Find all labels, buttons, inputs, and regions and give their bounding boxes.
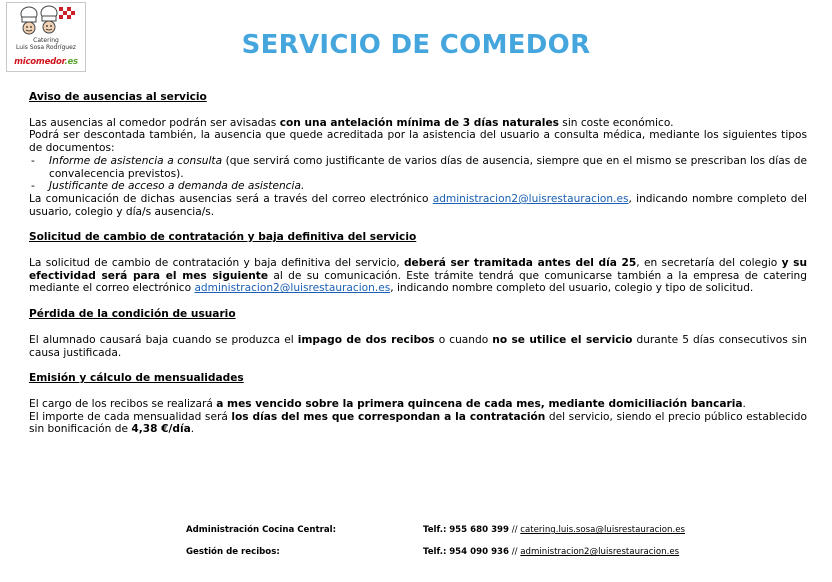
list-item <box>29 180 807 193</box>
italic-text: Justificante de acceso a demanda de asistencia. <box>49 180 305 193</box>
page-title: SERVICIO DE COMEDOR <box>241 30 591 60</box>
section-heading: Aviso de ausencias al servicio <box>29 91 207 103</box>
italic-text: Informe de asistencia a consulta <box>49 154 223 167</box>
email-link[interactable]: administracion2@luisrestauracion.es <box>520 547 680 557</box>
logo-brand-main: micomedor <box>14 57 65 67</box>
text: (que servirá como justificante de varios días de ausencia, siempre que en el mismo se prescriban los días de convalecencia previstos). <box>49 154 807 180</box>
section-heading: Solicitud de cambio de contratación y baja definitiva del servicio <box>29 231 417 244</box>
paragraph <box>29 193 807 218</box>
section-heading: Emisión y cálculo de mensualidades <box>29 372 244 385</box>
price: 4,38 €/día <box>131 423 191 436</box>
paragraph <box>29 411 807 436</box>
text: , en secretaría del colegio <box>636 257 782 270</box>
text: La comunicación de dichas ausencias será a través del correo electrónico <box>29 192 433 205</box>
logo-line-2: Luis Sosa Rodríguez <box>16 44 76 51</box>
footer-row <box>0 546 832 558</box>
section-heading: Pérdida de la condición de usuario <box>29 308 236 321</box>
logo-line-1: Catering <box>33 37 59 44</box>
tel-label: Telf.: <box>423 525 447 535</box>
list-item <box>29 155 807 180</box>
text: La solicitud de cambio de contratación y baja definitiva del servicio, <box>29 257 404 270</box>
footer-contact <box>423 546 679 558</box>
text: , indicando nombre completo del usuario, colegio y tipo de solicitud. <box>390 282 754 295</box>
separator: // <box>511 547 518 557</box>
emphasis: con una antelación mínima de 3 días naturales <box>279 116 559 129</box>
footer-row <box>0 524 832 536</box>
paragraph <box>29 398 807 411</box>
phone-number: 955 680 399 <box>449 525 510 535</box>
email-link[interactable]: administracion2@luisrestauracion.es <box>432 192 629 205</box>
text: al de su comunicación. Este trámite tendrá que comunicarse también a la empresa de catering mediante el correo electrónico <box>29 269 808 295</box>
section-user-loss <box>29 308 807 359</box>
paragraph <box>29 117 807 130</box>
text: o cuando <box>434 333 493 346</box>
phone-number: 954 090 936 <box>449 547 510 557</box>
emphasis: a mes vencido sobre la primera quincena de cada mes, mediante domiciliación bancaria <box>216 397 743 410</box>
text: Las ausencias al comedor podrán ser avisadas <box>29 116 280 129</box>
text: sin coste económico. <box>558 116 674 129</box>
text: . <box>190 423 195 436</box>
paragraph: Podrá ser descontada también, la ausencia que quede acreditada por la asistencia del usuario a consulta médica, mediante los siguientes tipos de documentos: <box>29 129 807 155</box>
paragraph <box>29 257 807 295</box>
emphasis: y su efectividad será para el mes siguiente <box>29 257 807 282</box>
separator: // <box>511 525 518 535</box>
text: El cargo de los recibos se realizará <box>29 397 217 410</box>
text: . <box>742 397 746 410</box>
document-types-list <box>29 155 807 193</box>
emphasis: los días del mes que correspondan a la contratación <box>231 410 546 423</box>
section-billing <box>29 372 807 436</box>
text: El alumnado causará baja cuando se produzca el <box>29 333 298 346</box>
text: El importe de cada mensualidad será <box>29 410 232 423</box>
emphasis: deberá ser tramitada antes del día 25 <box>403 257 637 270</box>
footer-label: Gestión de recibos: <box>186 547 280 557</box>
text: durante 5 días consecutivos sin causa justificada. <box>29 333 807 359</box>
logo-brand-suffix: .es <box>64 57 78 67</box>
text: del servicio, siendo el precio público establecido sin bonificación de <box>29 410 807 436</box>
footer-label: Administración Cocina Central: <box>186 525 337 535</box>
footer-contact <box>423 524 685 536</box>
document-body <box>29 91 807 449</box>
text: , indicando nombre completo del usuario, colegio y día/s ausencia/s. <box>29 192 807 218</box>
email-link[interactable]: administracion2@luisrestauracion.es <box>194 282 391 295</box>
email-link[interactable]: catering.luis.sosa@luisrestauracion.es <box>520 525 685 535</box>
paragraph <box>29 334 807 359</box>
emphasis: no se utilice el servicio <box>492 333 633 346</box>
emphasis: impago de dos recibos <box>297 333 435 346</box>
tel-label: Telf.: <box>423 547 447 557</box>
section-contract-change <box>29 231 807 295</box>
section-absences <box>29 91 807 218</box>
